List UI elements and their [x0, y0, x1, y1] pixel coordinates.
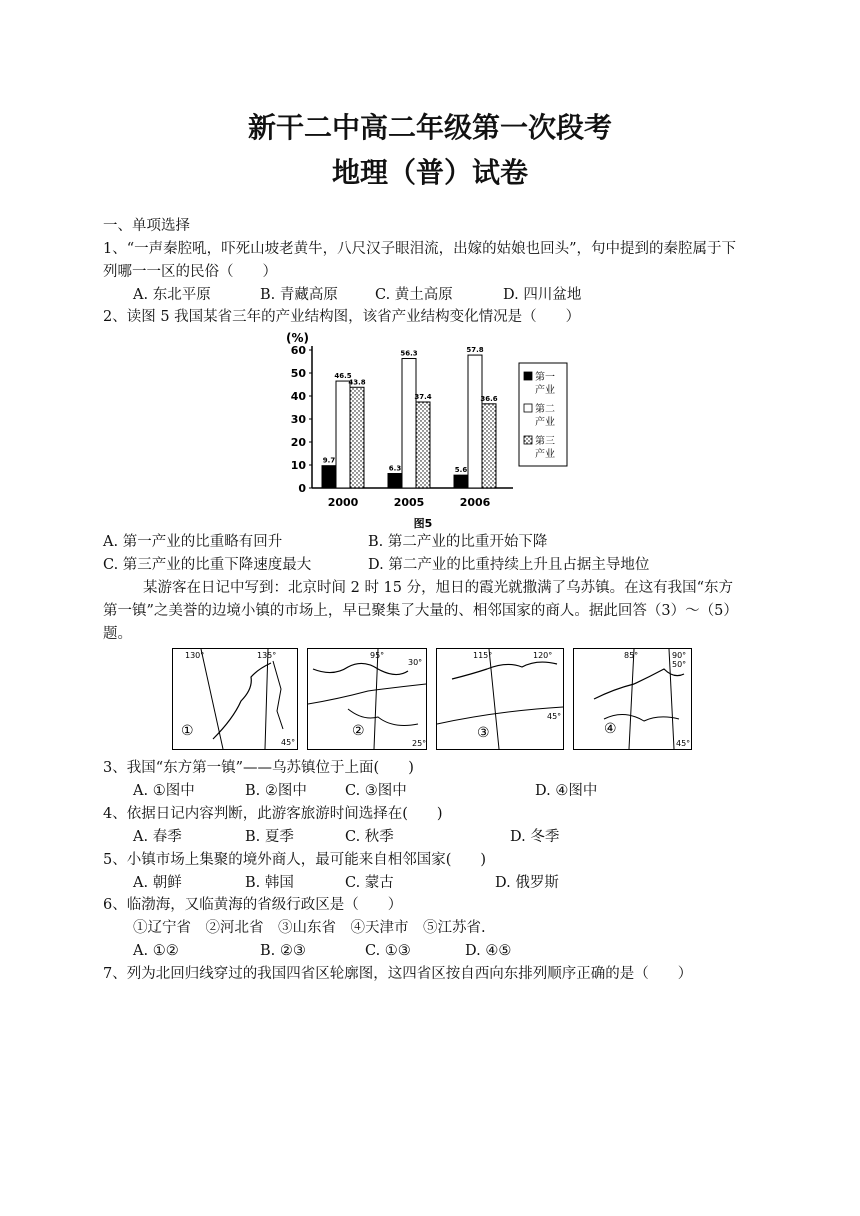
- map-2-label-a: 95°: [370, 651, 385, 660]
- map-4-label-a: 85°: [624, 651, 639, 660]
- category-label: 2005: [393, 496, 425, 509]
- q2-stem: 2、读图 5 我国某省三年的产业结构图，该省产业结构变化情况是（ ）: [103, 309, 581, 325]
- q6-option-c: C. ①③: [365, 943, 411, 959]
- map-1: [172, 648, 298, 750]
- q3-stem: 3、我国“东方第一镇”——乌苏镇位于上面( ): [103, 760, 414, 776]
- map-1-number: ①: [181, 723, 194, 739]
- y-tick-label: 40: [290, 390, 306, 403]
- y-tick-label: 60: [290, 344, 306, 357]
- legend-swatch: [524, 404, 532, 412]
- q4-option-b: B. 夏季: [245, 829, 294, 845]
- q4-stem: 4、依据日记内容判断，此游客旅游时间选择在( ): [103, 806, 443, 822]
- map-3-label-c: 45°: [547, 712, 562, 721]
- passage-line2: 第一镇”之美誉的边境小镇的市场上，早已聚集了大量的、相邻国家的商人。据此回答（3）～（5）: [103, 603, 738, 619]
- map-4-label-b: 90°: [672, 651, 687, 660]
- bar-2-2005: [402, 359, 416, 488]
- q1-stem-line2: 列哪一一区的民俗（ ）: [103, 264, 277, 280]
- data-label: 57.8: [466, 346, 484, 355]
- q5-option-d: D. 俄罗斯: [495, 875, 559, 891]
- q3-option-b: B. ②图中: [245, 783, 307, 799]
- map-4-label-d: 45°: [676, 739, 691, 748]
- q2-option-a: A. 第一产业的比重略有回升: [103, 534, 283, 550]
- bar-3-2005: [416, 402, 430, 488]
- map-1-label-a: 130°: [185, 651, 205, 660]
- data-label: 36.6: [480, 394, 498, 403]
- passage-line1: 某游客在日记中写到：北京时间 2 时 15 分，旭日的霞光就撒满了乌苏镇。在这有我国“东方: [143, 580, 734, 596]
- data-label: 5.6: [454, 466, 468, 475]
- q3-option-d: D. ④图中: [535, 783, 598, 799]
- legend-label: 第二: [535, 404, 555, 415]
- map-3-number: ③: [477, 725, 490, 741]
- q6-items: ①辽宁省 ②河北省 ③山东省 ④天津市 ⑤江苏省.: [133, 920, 486, 936]
- data-label: 6.3: [388, 464, 402, 473]
- legend-swatch: [524, 436, 532, 444]
- q1-stem-line1: 1、“一声秦腔吼，吓死山坡老黄牛，八尺汉子眼泪流，出嫁的姑娘也回头”，句中提到的秦腔属于下: [103, 241, 737, 257]
- legend-label-2: 产业: [535, 385, 555, 396]
- exam-title: 新干二中高二年级第一次段考: [247, 111, 612, 144]
- y-axis-label: (%): [286, 331, 309, 345]
- q5-option-b: B. 韩国: [245, 875, 294, 891]
- map-4-label-c: 50°: [672, 660, 687, 669]
- map-3: [436, 648, 564, 750]
- q7-stem: 7、列为北回归线穿过的我国四省区轮廓图，这四省区按自西向东排列顺序正确的是（ ）: [103, 966, 693, 982]
- map-3-label-a: 115°: [473, 651, 493, 660]
- map-1-label-b: 135°: [257, 651, 277, 660]
- q6-option-d: D. ④⑤: [465, 943, 512, 959]
- q4-option-a: A. 春季: [133, 829, 182, 845]
- q6-stem: 6、临渤海，又临黄海的省级行政区是（ ）: [103, 897, 403, 913]
- q3-option-a: A. ①图中: [133, 783, 195, 799]
- q4-option-c: C. 秋季: [345, 829, 394, 845]
- bar-3-2000: [350, 387, 364, 488]
- data-label: 43.8: [348, 378, 366, 387]
- q6-option-a: A. ①②: [133, 943, 179, 959]
- y-tick-label: 20: [290, 436, 306, 449]
- q1-option-a: A. 东北平原: [133, 287, 211, 303]
- q1-option-c: C. 黄土高原: [375, 287, 453, 303]
- q3-option-c: C. ③图中: [345, 783, 407, 799]
- legend-label: 第三: [535, 436, 555, 447]
- map-1-label-c: 45°: [281, 738, 296, 747]
- map-2: [307, 648, 427, 750]
- q6-option-b: B. ②③: [260, 943, 306, 959]
- bar-1-2005: [388, 474, 402, 488]
- map-4: [573, 648, 692, 750]
- data-label: 37.4: [414, 392, 432, 401]
- passage-line3: 题。: [103, 626, 132, 642]
- bar-1-2000: [322, 466, 336, 488]
- data-label: 46.5: [334, 372, 352, 381]
- q2-option-c: C. 第三产业的比重下降速度最大: [103, 557, 312, 573]
- bar-2-2006: [468, 355, 482, 488]
- legend-label: 第一: [535, 372, 555, 383]
- chart-title: 图5: [413, 517, 433, 530]
- q2-option-d: D. 第二产业的比重持续上升且占据主导地位: [368, 557, 650, 573]
- q1-option-d: D. 四川盆地: [503, 287, 582, 303]
- category-label: 2006: [459, 496, 491, 509]
- y-tick-label: 0: [298, 482, 306, 495]
- q5-option-a: A. 朝鲜: [133, 875, 182, 891]
- bar-3-2006: [482, 404, 496, 488]
- y-tick-label: 10: [290, 459, 306, 472]
- map-2-number: ②: [352, 723, 365, 739]
- section-heading: 一、单项选择: [103, 218, 190, 234]
- legend-swatch: [524, 372, 532, 380]
- y-tick-label: 30: [290, 413, 306, 426]
- exam-subtitle: 地理（普）试卷: [331, 156, 528, 189]
- q5-option-c: C. 蒙古: [345, 875, 394, 891]
- data-label: 9.7: [322, 456, 336, 465]
- legend-label-2: 产业: [535, 417, 555, 428]
- map-2-label-c: 25°: [412, 739, 426, 748]
- data-label: 56.3: [400, 349, 418, 358]
- bar-1-2006: [454, 475, 468, 488]
- q1-option-b: B. 青藏高原: [260, 287, 338, 303]
- map-4-number: ④: [604, 721, 617, 737]
- q5-stem: 5、小镇市场上集聚的境外商人，最可能来自相邻国家( ): [103, 852, 487, 868]
- q4-option-d: D. 冬季: [510, 829, 560, 845]
- map-3-label-b: 120°: [533, 651, 553, 660]
- legend-label-2: 产业: [535, 449, 555, 460]
- q2-option-b: B. 第二产业的比重开始下降: [368, 534, 548, 550]
- industry-structure-chart: [278, 330, 578, 530]
- bar-2-2000: [336, 381, 350, 488]
- y-tick-label: 50: [290, 367, 306, 380]
- map-2-label-b: 30°: [408, 658, 423, 667]
- category-label: 2000: [327, 496, 359, 509]
